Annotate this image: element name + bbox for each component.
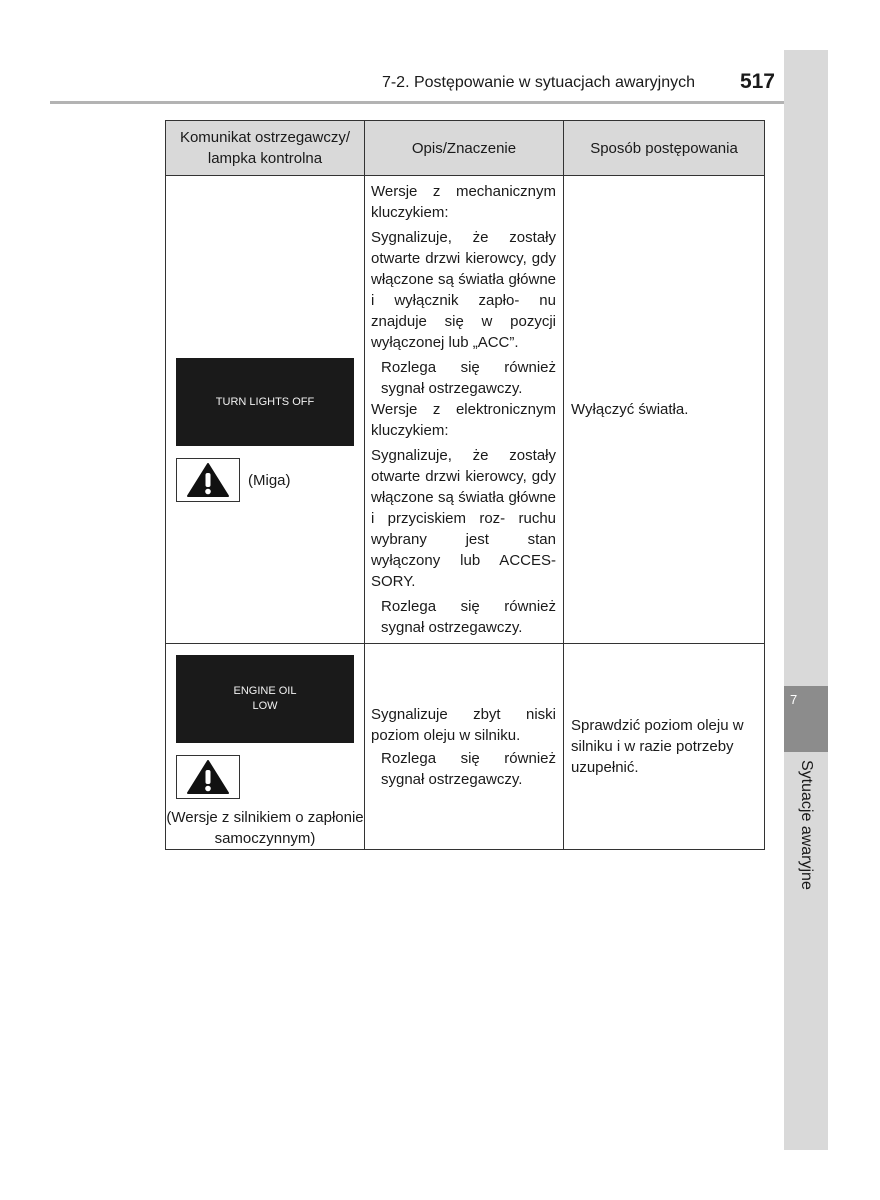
column-header-message: Komunikat ostrzegawczy/ lampka kontrolna — [166, 121, 365, 176]
indicator-row — [176, 458, 364, 502]
warning-triangle-icon — [176, 755, 240, 799]
description-paragraph: Sygnalizuje, że zostały otwarte drzwi kierowcy, gdy włączone są światła główne i przyciskiem roz- ruchu wybrany jest stan wyłączony lub ACCES- SORY. — [371, 447, 556, 590]
action-cell — [564, 176, 765, 644]
table-header-row — [166, 121, 765, 176]
dashboard-display — [176, 358, 354, 446]
action-cell — [564, 644, 765, 850]
description-paragraph: Rozlega się również sygnał ostrzegawczy. — [381, 598, 556, 636]
display-text-line: LOW — [252, 700, 278, 712]
section-header: 7-2. Postępowanie w sytuacjach awaryjnych — [381, 74, 695, 91]
action-text: Sprawdzić poziom oleju w silniku i w razie potrzeby uzupełnić. — [571, 717, 744, 776]
description-paragraph: Rozlega się również sygnał ostrzegawczy. — [381, 359, 556, 397]
description-cell — [365, 176, 564, 644]
description-paragraph: Wersje z elektronicznym kluczykiem: — [371, 401, 556, 439]
table-row — [166, 644, 765, 850]
side-tab — [784, 50, 828, 1150]
column-header-action: Sposób postępowania — [564, 121, 765, 176]
warning-table — [165, 120, 765, 850]
dashboard-display — [176, 655, 354, 743]
icon-caption: (Wersje z silnikiem o zapłonie samoczynnym) — [166, 809, 364, 847]
table-row — [166, 176, 765, 644]
header-rule — [50, 101, 828, 104]
icon-caption: (Miga) — [248, 471, 291, 489]
column-header-description: Opis/Znaczenie — [365, 121, 564, 176]
display-text-line: ENGINE OIL — [233, 685, 297, 697]
indicator-row — [176, 755, 364, 799]
action-text: Wyłączyć światła. — [571, 401, 689, 418]
page-number: 517 — [739, 70, 775, 93]
chapter-tab — [784, 686, 828, 752]
warning-triangle-icon — [176, 458, 240, 502]
description-paragraph: Sygnalizuje zbyt niski poziom oleju w silniku. — [371, 705, 556, 744]
message-cell — [166, 644, 365, 850]
chapter-number: 7 — [790, 692, 798, 707]
display-text: TURN LIGHTS OFF — [215, 395, 315, 408]
message-cell — [166, 176, 365, 644]
description-paragraph: Sygnalizuje, że zostały otwarte drzwi kierowcy, gdy włączone są światła główne i wyłącznik zapło- nu znajduje się w pozycji wyłączonej lub „ACC”. — [371, 229, 556, 351]
description-paragraph: Rozlega się również sygnał ostrzegawczy. — [381, 749, 556, 788]
description-paragraph: Wersje z mechanicznym kluczykiem: — [371, 183, 556, 221]
description-cell — [365, 644, 564, 850]
chapter-title: Sytuacje awaryjne — [798, 760, 815, 890]
